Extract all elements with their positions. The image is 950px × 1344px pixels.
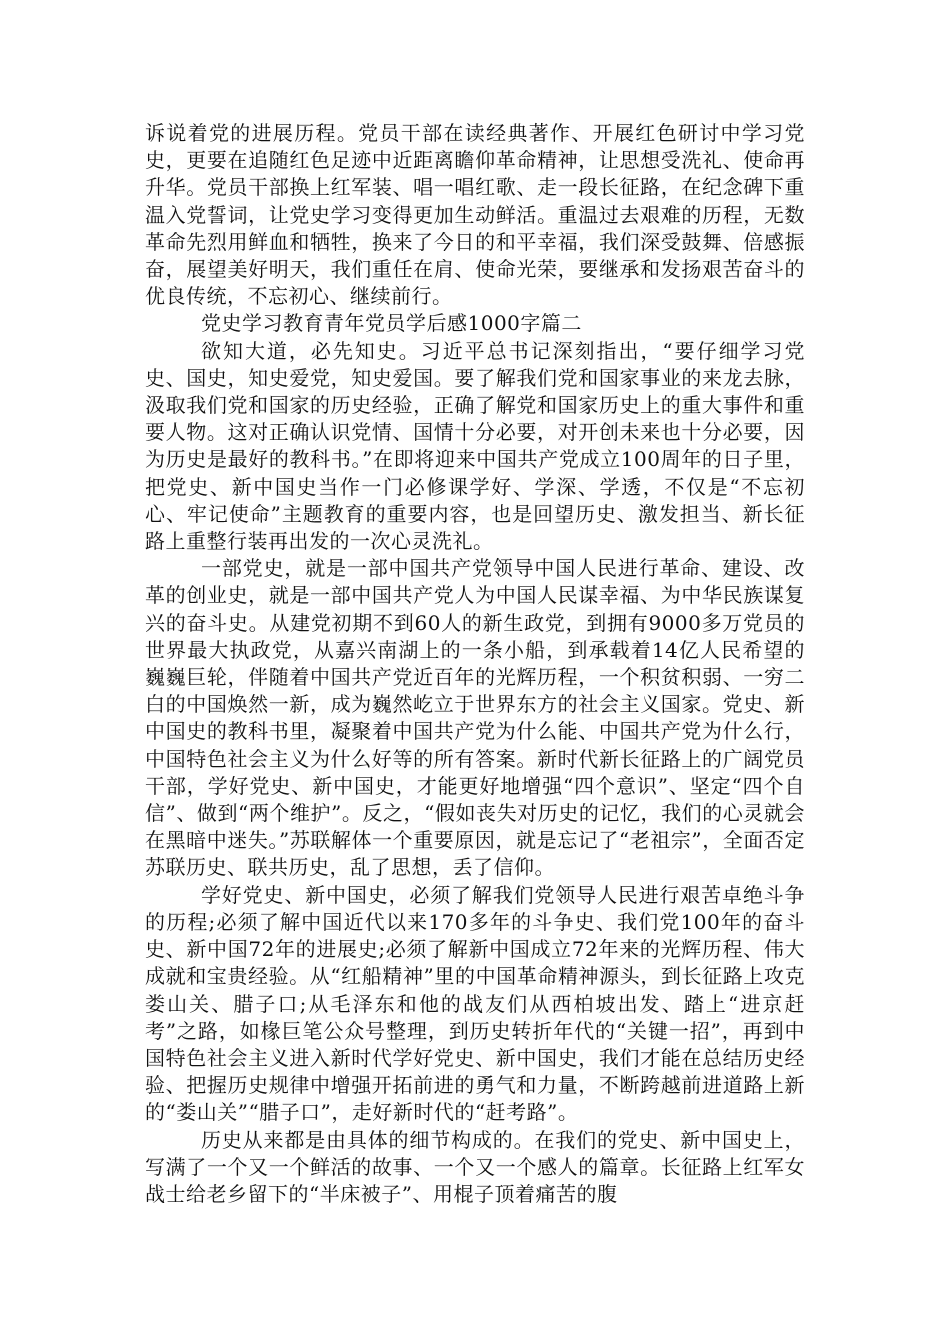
paragraph-continuation: 诉说着党的进展历程。党员干部在读经典著作、开展红色研讨中学习党史，更要在追随红色足迹中近距离瞻仰革命精神，让思想受洗礼、使命再升华。党员干部换上红军装、唱一唱红歌、走一段长征路，在纪念碑下重温入党誓词，让党史学习变得更加生动鲜活。重温过去艰难的历程，无数革命先烈用鲜血和牺牲，换来了今日的和平幸福，我们深受鼓舞、倍感振奋，展望美好明天，我们重任在肩、使命光荣，要继承和发扬艰苦奋斗的优良传统，不忘初心、继续前行。 bbox=[145, 121, 805, 309]
paragraph: 历史从来都是由具体的细节构成的。在我们的党史、新中国史上，写满了一个又一个鲜活的故事、一个又一个感人的篇章。长征路上红军女战士给老乡留下的“半床被子”、用棍子顶着痛苦的腹 bbox=[145, 1127, 805, 1206]
section-heading: 党史学习教育青年党员学后感1000字篇二 bbox=[201, 311, 582, 336]
paragraph: 欲知大道，必先知史。习近平总书记深刻指出，“要仔细学习党史、国史，知史爱党，知史爱国。要了解我们党和国家事业的来龙去脉，汲取我们党和国家的历史经验，正确了解党和国家历史上的重大事件和重要人物。这对正确认识党情、国情十分必要，对开创未来也十分必要，因为历史是最好的教科书。”在即将迎来中国共产党成立100周年的日子里，把党史、新中国史当作一门必修课学好、学深、学透，不仅是“不忘初心、牢记使命”主题教育的重要内容，也是回望历史、激发担当、新长征路上重整行装再出发的一次心灵洗礼。 bbox=[145, 338, 805, 554]
paragraph: 一部党史，就是一部中国共产党领导中国人民进行革命、建设、改革的创业史，就是一部中国共产党人为中国人民谋幸福、为中华民族谋复兴的奋斗史。从建党初期不到60人的新生政党，到拥有9000多万党员的世界最大执政党，从嘉兴南湖上的一条小船，到承载着14亿人民希望的巍巍巨轮，伴随着中国共产党近百年的光辉历程，一个积贫积弱、一穷二白的中国焕然一新，成为巍然屹立于世界东方的社会主义国家。党史、新中国史的教科书里，凝聚着中国共产党为什么能、中国共产党为什么行，中国特色社会主义为什么好等的所有答案。新时代新长征路上的广阔党员干部，学好党史、新中国史，才能更好地增强“四个意识”、坚定“四个自信”、做到“两个维护”。反之，“假如丧失对历史的记忆，我们的心灵就会在黑暗中迷失。”苏联解体一个重要原因，就是忘记了“老祖宗”，全面否定苏联历史、联共历史，乱了思想，丢了信仰。 bbox=[145, 556, 805, 880]
paragraph: 学好党史、新中国史，必须了解我们党领导人民进行艰苦卓绝斗争的历程;必须了解中国近代以来170多年的斗争史、我们党100年的奋斗史、新中国72年的进展史;必须了解新中国成立72年来的光辉历程、伟大成就和宝贵经验。从“红船精神”里的中国革命精神源头，到长征路上攻克娄山关、腊子口;从毛泽东和他的战友们从西柏坡出发、踏上“进京赶考”之路，如椽巨笔公众号整理，到历史转折年代的“关键一招”，再到中国特色社会主义进入新时代学好党史、新中国史，我们才能在总结历史经验、把握历史规律中增强开拓前进的勇气和力量，不断跨越前进道路上新的“娄山关”“腊子口”，走好新时代的“赶考路”。 bbox=[145, 882, 805, 1125]
document-page bbox=[145, 120, 805, 1208]
